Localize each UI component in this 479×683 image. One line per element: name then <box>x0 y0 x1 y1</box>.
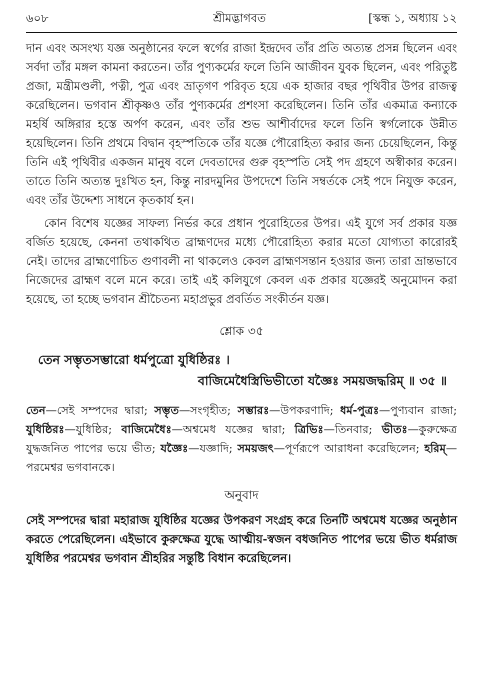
page-header <box>26 10 457 30</box>
page-number: ৬০৮ <box>26 11 49 25</box>
verse-line-1: তেন সম্ভৃতসম্ভারো ধর্মপুত্রো যুধিষ্ঠিরঃ । <box>38 352 230 367</box>
word-meanings <box>26 401 457 477</box>
purport-paragraph-1: দান এবং অসংখ্য যজ্ঞ অনুষ্ঠানের ফলে স্বর্গের রাজা ইন্দ্রদেব তাঁর প্রতি অত্যন্ত প্রসন্ন ছিলেন এবং সর্বদা তাঁর মঙ্গল কামনা করতেন। তাঁর পুণ্যকর্মের ফলে তিনি আজীবন যুবক ছিলেন, এবং পরিতুষ্ট প্রজা, মন্ত্রীমণ্ডলী, পত্নী, পুত্র এবং ভ্রাতৃগণ পরিবৃত হয়ে এক হাজার বছর পৃথিবীর উপর রাজত্ব করেছিলেন। ভগবান শ্রীকৃষ্ণও তাঁর পুণ্যকর্মের প্রশংসা করেছিলেন। তিনি তাঁর একমাত্র কন্যাকে মহর্ষি অঙ্গিরার হস্তে অর্পণ করেন, এবং তাঁর শুভ আশীর্বাদের ফলে তিনি স্বর্গলোকে উন্নীত হয়েছিলেন। তিনি প্রথমে বিদ্বান বৃহস্পতিকে তাঁর যজ্ঞে পৌরোহিত্য করার জন্য চেয়েছিলেন, কিন্তু তিনি এই পৃথিবীর একজন মানুষ বলে দেবতাদের গুরু বৃহস্পতি সেই পদ গ্রহণে অস্বীকার করেন। তাতে তিনি অত্যন্ত দুঃখিত হন, কিন্তু নারদমুনির উপদেশে তিনি সম্বর্তকে সেই পদে নিযুক্ত করেন, এবং তাঁর উদ্দেশ্য সাধনে কৃতকার্য হন। <box>26 41 457 207</box>
synonym-entry: ত্রিভিঃ—তিনবার; <box>294 422 382 436</box>
verse-heading: শ্লোক ৩৫ <box>219 324 264 338</box>
book-title: শ্রীমদ্ভাগবত <box>213 11 266 25</box>
synonym-entry: সম্ভৃত—সংগৃহীত; <box>154 403 238 417</box>
header-rule <box>26 32 457 33</box>
synonym-entry: যজ্ঞৈঃ—যজ্ঞাদি; <box>160 441 238 455</box>
verse-line-2: বাজিমেধৈস্ত্রিভিভীতো যজ্ঞৈঃ সময়জদ্ধরিম্ ॥ ৩৫ ॥ <box>197 373 447 388</box>
synonym-entry: ধর্ম-পুত্রঃ—পুণ্যবান রাজা; <box>340 403 458 417</box>
synonym-entry: যুধিষ্ঠিরঃ—যুধিষ্ঠির; <box>26 422 122 436</box>
translation-heading: অনুবাদ <box>224 488 259 502</box>
synonym-entry: তেন—সেই সম্পদের দ্বারা; <box>26 403 155 417</box>
translation-text: সেই সম্পদের দ্বারা মহারাজ যুধিষ্ঠির যজ্ঞের উপকরণ সংগ্রহ করে তিনটি অশ্বমেধ যজ্ঞের অনুষ্ঠান করতে পেরেছিলেন। এইভাবে কুরুক্ষেত্র যুদ্ধে আত্মীয়-স্বজন বধজনিত পাপের ভয়ে ভীত ধর্মরাজ যুধিষ্ঠির পরমেশ্বর ভগবান শ্রীহরির সন্তুষ্টি বিধান করেছিলেন। <box>26 513 457 565</box>
purport-paragraph-2: কোন বিশেষ যজ্ঞের সাফল্য নির্ভর করে প্রধান পুরোহিতের উপর। এই যুগে সর্ব প্রকার যজ্ঞ বর্জিত হয়েছে, কেননা তথাকথিত ব্রাহ্মণদের মধ্যে পৌরোহিত্য করার মতো যোগ্যতা কারোরই নেই। তাদের ব্রাহ্মণোচিত গুণাবলী না থাকলেও কেবল ব্রাহ্মণসন্তান হওয়ার জন্য তারা ভ্রান্তভাবে নিজেদের ব্রাহ্মণ বলে মনে করে। তাই এই কলিযুগে কেবল এক প্রকার যজ্ঞেরই অনুমোদন করা হয়েছে, তা হচ্ছে ভগবান শ্রীচৈতন্য মহাপ্রভুর প্রবর্তিত সংকীর্তন যজ্ঞ। <box>26 216 457 306</box>
chapter-reference: [স্কন্ধ ১, অধ্যায় ১২ <box>368 11 457 25</box>
synonym-entry: বাজিমেধৈঃ—অশ্বমেধ যজ্ঞের দ্বারা; <box>121 422 295 436</box>
synonym-entry: ভীতঃ—কুরুক্ষেত্র যুদ্ধজনিত পাপের ভয়ে ভীত; <box>26 422 457 455</box>
synonym-entry: সময়জৎ—পূর্ণরূপে আরাধনা করেছিলেন; <box>237 441 425 455</box>
synonym-entry: সম্ভারঃ—উপকরণাদি; <box>237 403 341 417</box>
synonym-entry: হরিম্—পরমেশ্বর ভগবানকে। <box>26 441 457 474</box>
